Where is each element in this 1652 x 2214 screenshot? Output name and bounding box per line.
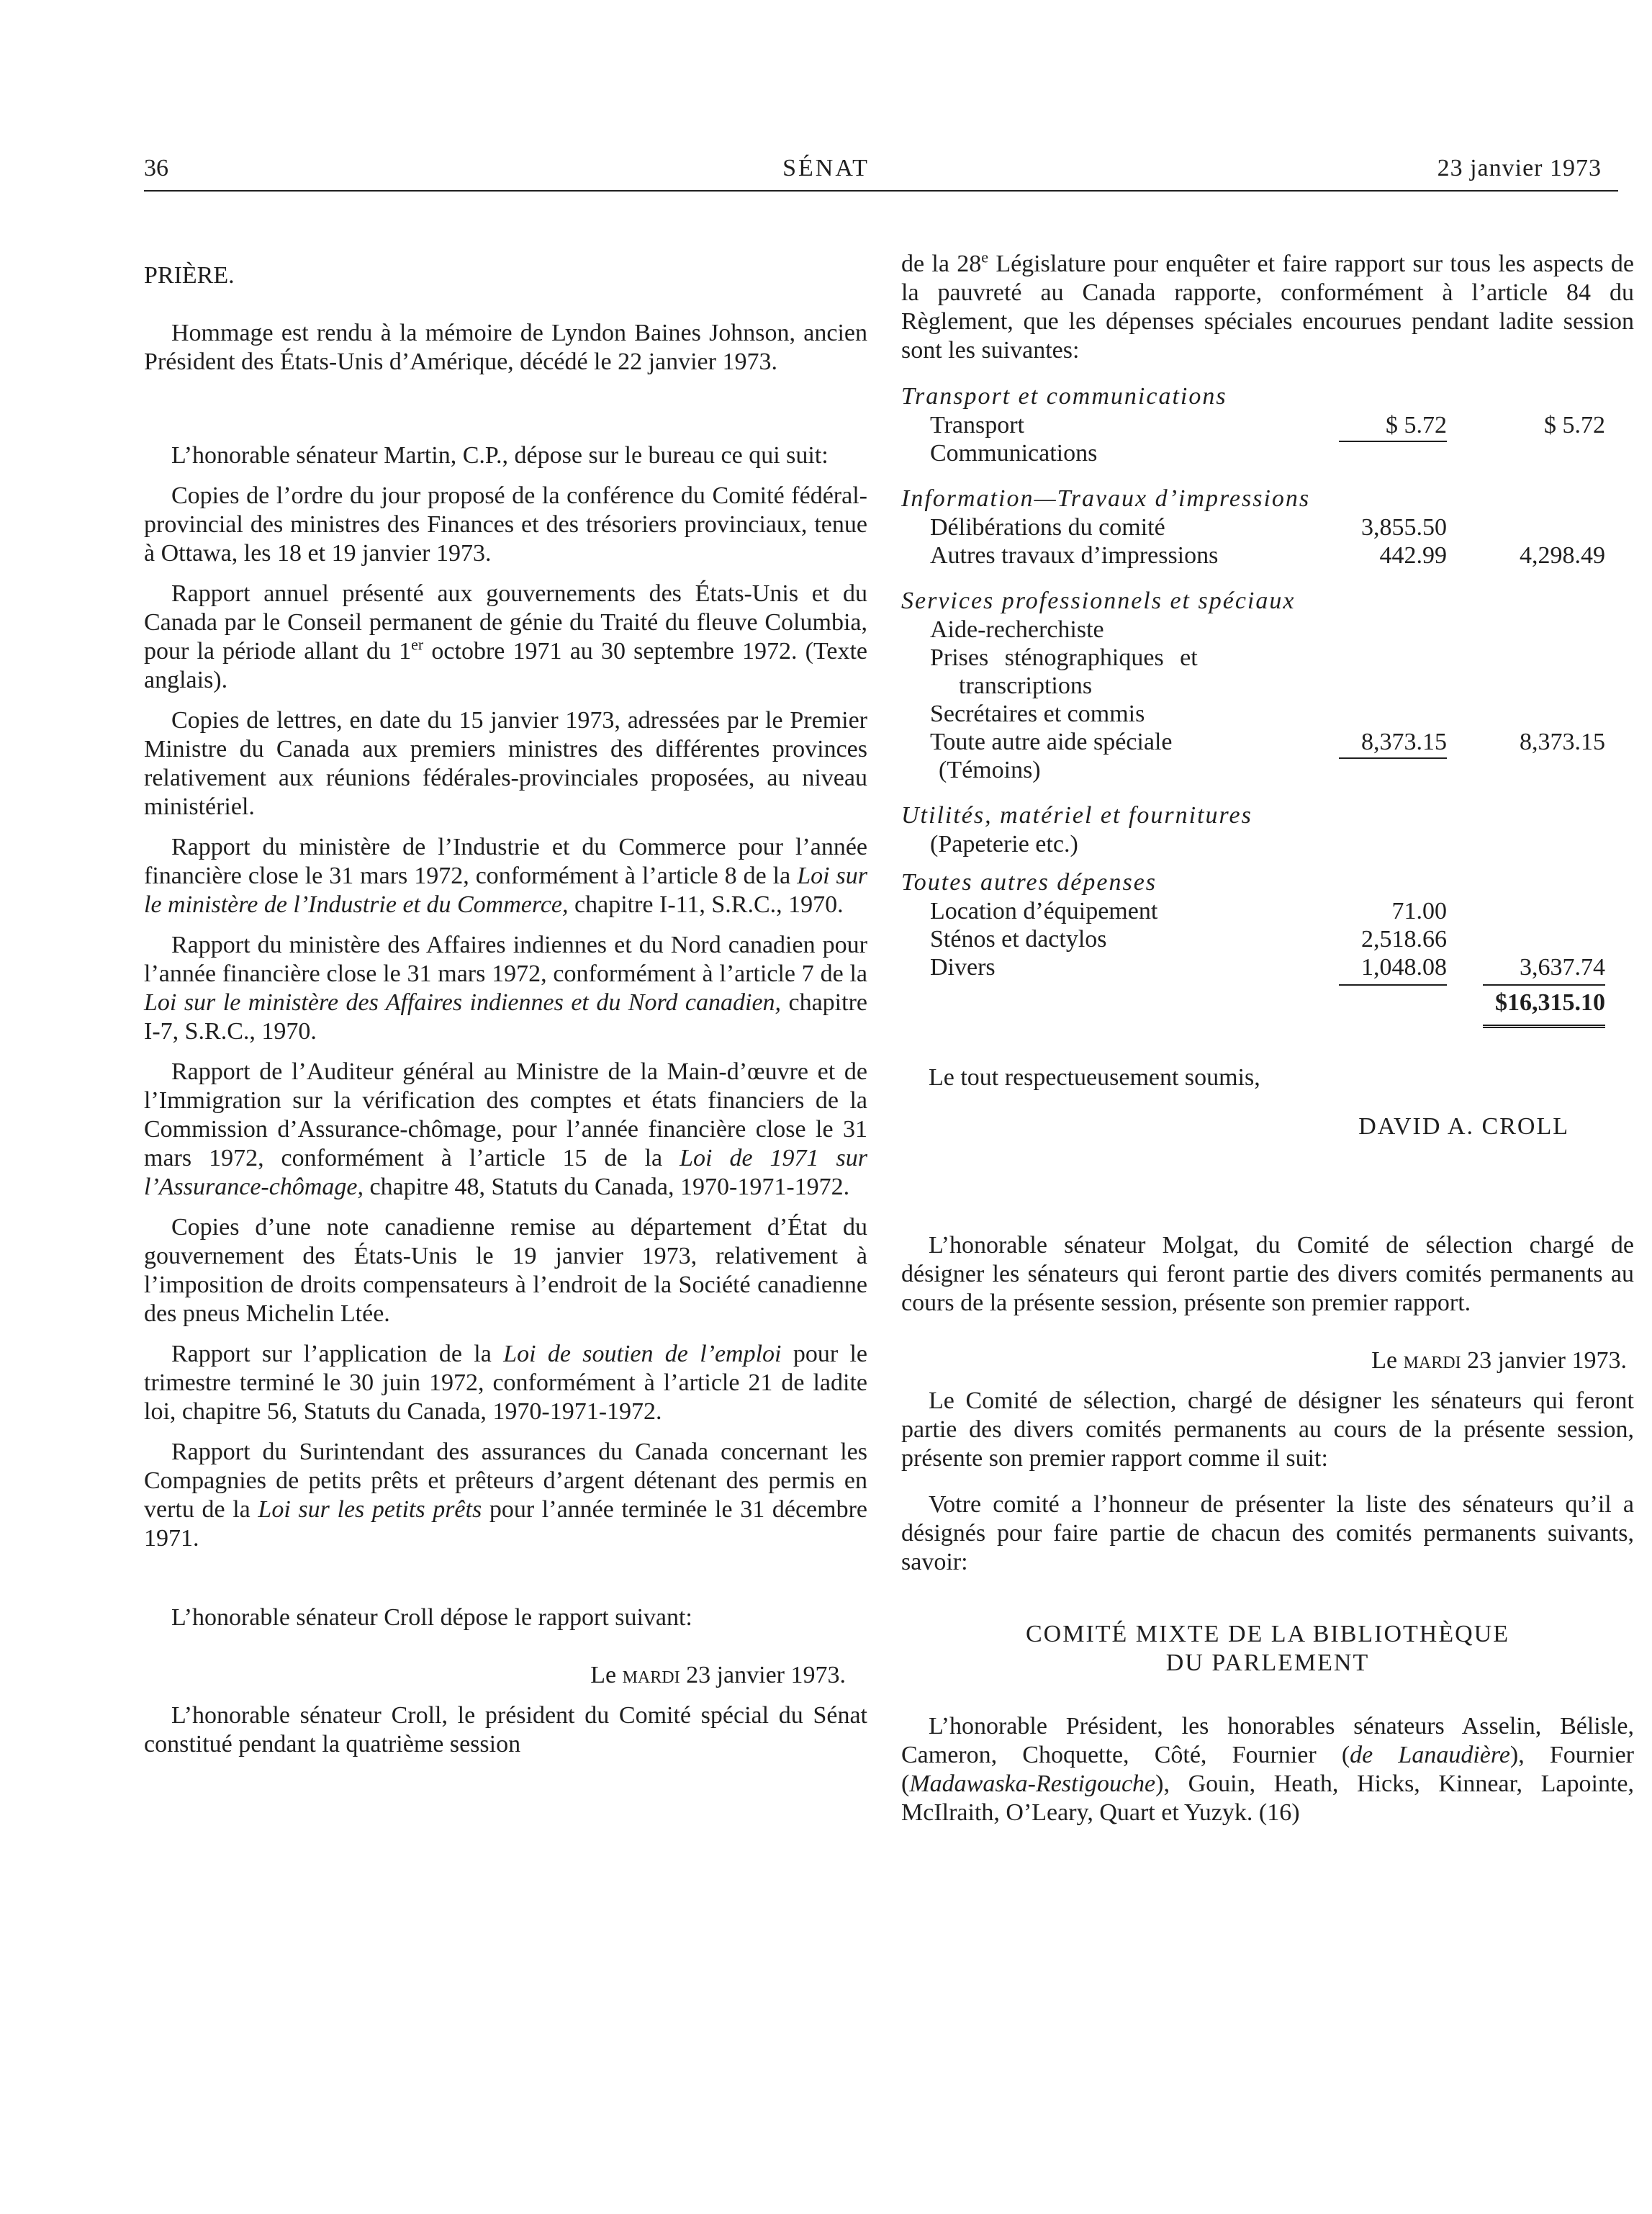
tabled-document-7: Copies d’une note canadienne remise au département d’État du gouvernement des États-Unis le 19 janvier 1973, relativement à l’imposition de droits compensateurs à l’endroit de la Société canadienne des pneus Michelin Ltée. [144, 1214, 867, 1327]
expense-section-title: Services professionnels et spéciaux [901, 588, 1296, 614]
expense-row [901, 513, 1634, 541]
expense-label: Secrétaires et commis [930, 701, 1145, 727]
tabled-document-3: Copies de lettres, en date du 15 janvier 1973, adressées par le Premier Ministre du Canada aux premiers ministres des différentes provinces relativement aux réunions fédérales-provinciales proposées, au niveau ministériel. [144, 707, 867, 820]
expense-subtotal: $ 5.72 [1544, 412, 1605, 438]
expense-label: Communications [930, 440, 1098, 467]
right-column [901, 248, 1634, 1827]
expense-amount: 8,373.15 [1361, 729, 1447, 755]
molgat-list-intro: Votre comité a l’honneur de présenter la liste des sénateurs qu’il a désignés pour faire partie de chacun des comités permanents suivants, savoir: [901, 1491, 1634, 1575]
committee-heading-line: DU PARLEMENT [1165, 1650, 1370, 1676]
hommage-paragraph: Hommage est rendu à la mémoire de Lyndon Baines Johnson, ancien Président des États-Unis d’Amérique, décédé le 22 janvier 1973. [144, 320, 867, 375]
croll-dateline: Le mardi 23 janvier 1973. [590, 1662, 846, 1688]
subtotal-rule [1339, 984, 1447, 986]
expense-label: transcriptions [959, 672, 1093, 699]
expense-amount: 2,518.66 [1361, 926, 1447, 953]
expense-amount: 1,048.08 [1361, 954, 1447, 981]
expense-subtotal: 8,373.15 [1520, 729, 1605, 755]
expense-section-title: Transport et communications [901, 383, 1227, 410]
expense-section-title: Utilités, matériel et fournitures [901, 802, 1252, 829]
tabled-document-9: Rapport du Surintendant des assurances du Canada concernant les Compagnies de petits prêts et prêteurs d’argent détenant des permis en vertu de la Loi sur les petits prêts pour l’année terminée le 31 décembre 1971. [144, 1439, 867, 1552]
committee-heading-line: COMITÉ MIXTE DE LA BIBLIOTHÈQUE [1025, 1621, 1510, 1647]
expense-section-title: Information—Travaux d’impressions [901, 485, 1311, 512]
expense-row [901, 672, 1634, 700]
expense-label: Divers [930, 954, 996, 981]
expense-label: (Papeterie etc.) [930, 831, 1078, 858]
subtotal-rule [1339, 757, 1447, 759]
tabled-document-5: Rapport du ministère des Affaires indiennes et du Nord canadien pour l’année financière close le 31 mars 1972, conformément à l’article 7 de la Loi sur le ministère des Affaires indiennes et du Nord canadien, chapitre I-7, S.R.C., 1970. [144, 932, 867, 1045]
expense-row [901, 953, 1634, 981]
tabled-document-1: Copies de l’ordre du jour proposé de la conférence du Comité fédéral-provincial des ministres des Finances et des trésoriers provinciaux, tenue à Ottawa, les 18 et 19 janvier 1973. [144, 482, 867, 567]
expense-row [901, 756, 1634, 784]
tabled-document-8: Rapport sur l’application de la Loi de soutien de l’emploi pour le trimestre terminé le 30 juin 1972, conformément à l’article 21 de ladite loi, chapitre 56, Statuts du Canada, 1970-1971-1972. [144, 1341, 868, 1425]
expense-total: $16,315.10 [1495, 989, 1605, 1016]
martin-intro: L’honorable sénateur Martin, C.P., dépose sur le bureau ce qui suit: [171, 442, 829, 469]
signature-name: DAVID A. CROLL [1358, 1113, 1569, 1140]
total-double-rule-row [901, 1020, 1634, 1035]
expense-row [901, 897, 1634, 925]
expense-row [901, 541, 1634, 570]
tabled-document-2: Rapport annuel présenté aux gouvernements des États-Unis et du Canada par le Conseil permanent de génie du Traité du fleuve Columbia, pour la période allant du 1er octobre 1971 au 30 septembre 1972. (Texte anglais). [144, 580, 867, 693]
expense-row [901, 411, 1634, 439]
expense-subtotal: 3,637.74 [1520, 954, 1605, 981]
expense-amount: $ 5.72 [1386, 412, 1447, 438]
expense-row [901, 830, 1634, 858]
expense-amount: 3,855.50 [1361, 514, 1447, 541]
closing-line: Le tout respectueusement soumis, [929, 1064, 1260, 1091]
expense-label: Délibérations du comité [930, 514, 1165, 541]
header-date: 23 janvier 1973 [1437, 155, 1602, 181]
total-double-rule [1483, 1025, 1605, 1028]
croll-report-continued: de la 28e Législature pour enquêter et faire rapport sur tous les aspects de la pauvreté au Canada rapporte, conformément à l’article 84 du Règlement, que les dépenses spéciales encourues pendant ladite session sont les suivantes: [901, 248, 1634, 364]
expense-subtotal: 4,298.49 [1520, 542, 1605, 569]
expense-row [901, 439, 1634, 467]
tabled-document-6: Rapport de l’Auditeur général au Ministre de la Main-d’œuvre et de l’Immigration sur la vérification des comptes et états financiers de la Commission d’Assurance-chômage, pour l’année financière close le 31 mars 1972, conformément à l’article 15 de la Loi de 1971 sur l’Assurance-chômage, chapitre 48, Statuts du Canada, 1970-1971-1972. [144, 1058, 867, 1200]
expense-total-row [901, 981, 1634, 1020]
header-rule [144, 190, 1618, 192]
expense-label: (Témoins) [939, 757, 1041, 783]
expense-amount: 442.99 [1379, 542, 1447, 569]
expense-amount: 71.00 [1391, 898, 1447, 924]
croll-intro: L’honorable sénateur Croll dépose le rapport suivant: [171, 1604, 692, 1631]
expense-label: Sténos et dactylos [930, 926, 1107, 953]
expense-label: Transport [930, 412, 1024, 438]
left-column [144, 256, 867, 1759]
expense-label: Location d’équipement [930, 898, 1158, 924]
tabled-document-4: Rapport du ministère de l’Industrie et du Commerce pour l’année financière close le 31 mars 1972, conformément à l’article 8 de la Loi sur le ministère de l’Industrie et du Commerce, chapitre I-11, S.R.C., 1970. [144, 834, 867, 918]
committee-heading [901, 1620, 1634, 1678]
expense-section-title: Toutes autres dépenses [901, 869, 1157, 896]
molgat-intro: L’honorable sénateur Molgat, du Comité de sélection chargé de désigner les sénateurs qui feront partie des divers comités permanents au cours de la présente session, présente son premier rapport. [901, 1232, 1634, 1316]
expense-label: Aide-recherchiste [930, 616, 1104, 643]
expense-row [901, 644, 1634, 672]
running-title: SÉNAT [782, 155, 870, 181]
molgat-dateline: Le mardi 23 janvier 1973. [1371, 1347, 1627, 1374]
expense-row [901, 616, 1634, 644]
priere-heading: PRIÈRE. [144, 262, 235, 289]
expense-row [901, 925, 1634, 953]
molgat-report-paragraph: Le Comité de sélection, chargé de désigner les sénateurs qui feront partie des divers comités permanents au cours de la présente session, présente son premier rapport comme il suit: [901, 1387, 1634, 1472]
expense-label: Toute autre aide spéciale [930, 729, 1173, 755]
expense-row [901, 728, 1634, 756]
croll-report-start: L’honorable sénateur Croll, le président du Comité spécial du Sénat constitué pendant la quatrième session [144, 1702, 867, 1758]
subtotal-rule [1339, 441, 1447, 442]
expense-table [901, 382, 1634, 1035]
committee-members: L’honorable Président, les honorables sénateurs Asselin, Bélisle, Cameron, Choquette, Côté, Fournier (de Lanaudière), Fournier (Madawaska-Restigouche), Gouin, Heath, Hicks, Kinnear, Lapointe, McIlraith, O’Leary, Quart et Yuzyk. (16) [901, 1713, 1634, 1826]
page-number: 36 [144, 155, 168, 181]
expense-label: Prises sténographiques et [930, 644, 1198, 671]
subtotal-rule [1483, 984, 1605, 986]
expense-label: Autres travaux d’impressions [930, 542, 1219, 569]
expense-row [901, 700, 1634, 728]
